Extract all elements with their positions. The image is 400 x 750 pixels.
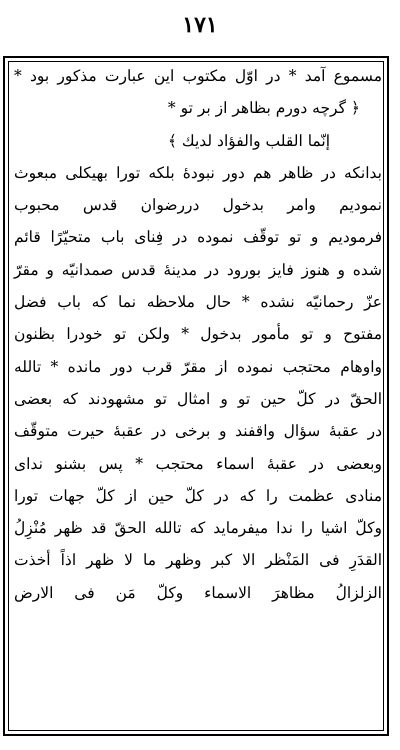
text-line: مفتوح و تو مأمور بدخول * ولکن تو خودرا بظنون — [14, 325, 382, 344]
text-line: الزلزالُ مظاهرَ الاسماء وکلّ مَن فی الارض — [14, 583, 382, 602]
text-line: وکلّ اشیا را ندا میفرماید که تالله الحقّ قد ظهر مُنْزِلُ — [14, 519, 382, 538]
text-line: بدانکه در ظاهر هم دور نبودهٔ بلکه تورا بهیکلی مبعوث — [14, 163, 382, 182]
poem-line: ﴿ گرچه دورم بظاهر از بر تو * — [167, 99, 360, 118]
page-number: ۱۷۱ — [182, 12, 218, 38]
text-line: در عقبهٔ سؤال واقفند و برخی در عقبهٔ حیرت متوقّف — [14, 422, 382, 441]
text-line: منادی عظمت را که در کلّ حین از کلّ جهات تورا — [14, 486, 382, 505]
text-line: مسموع آمد * در اوّل مکتوب این عبارت مذکور بود * — [14, 67, 382, 85]
text-line: القدَرِ فی المَنْظر الا کبر وظهر ما لا ظهر اذاً أخذت — [14, 551, 382, 570]
text-line: وبعضی در عقبهٔ اسماء محتجب * پس بشنو ندای — [14, 454, 382, 473]
text-line: الحقّ در کلّ حین تو و امثال تو مشهودند که بعضی — [14, 389, 382, 408]
text-line: فرمودیم و تو توقّف نموده در فِنای باب متحیّرًا قائم — [14, 228, 382, 247]
text-line: شده و هنوز فایز بورود در مدینهٔ قدس صمدانیّه و مقرّ — [14, 260, 382, 279]
poem-line: إنّما القلب والفؤاد لديك ﴾ — [167, 131, 330, 150]
text-line: عزّ رحمانیّه نشده * حال ملاحظه نما که باب فضل — [14, 293, 382, 312]
text-line: واوهام محتجب نموده از مقرّ قرب دور مانده * تالله — [14, 357, 382, 376]
text-line: نمودیم وامر بدخول دررضوان قدس محبوب — [14, 196, 382, 215]
text-block — [14, 60, 382, 609]
